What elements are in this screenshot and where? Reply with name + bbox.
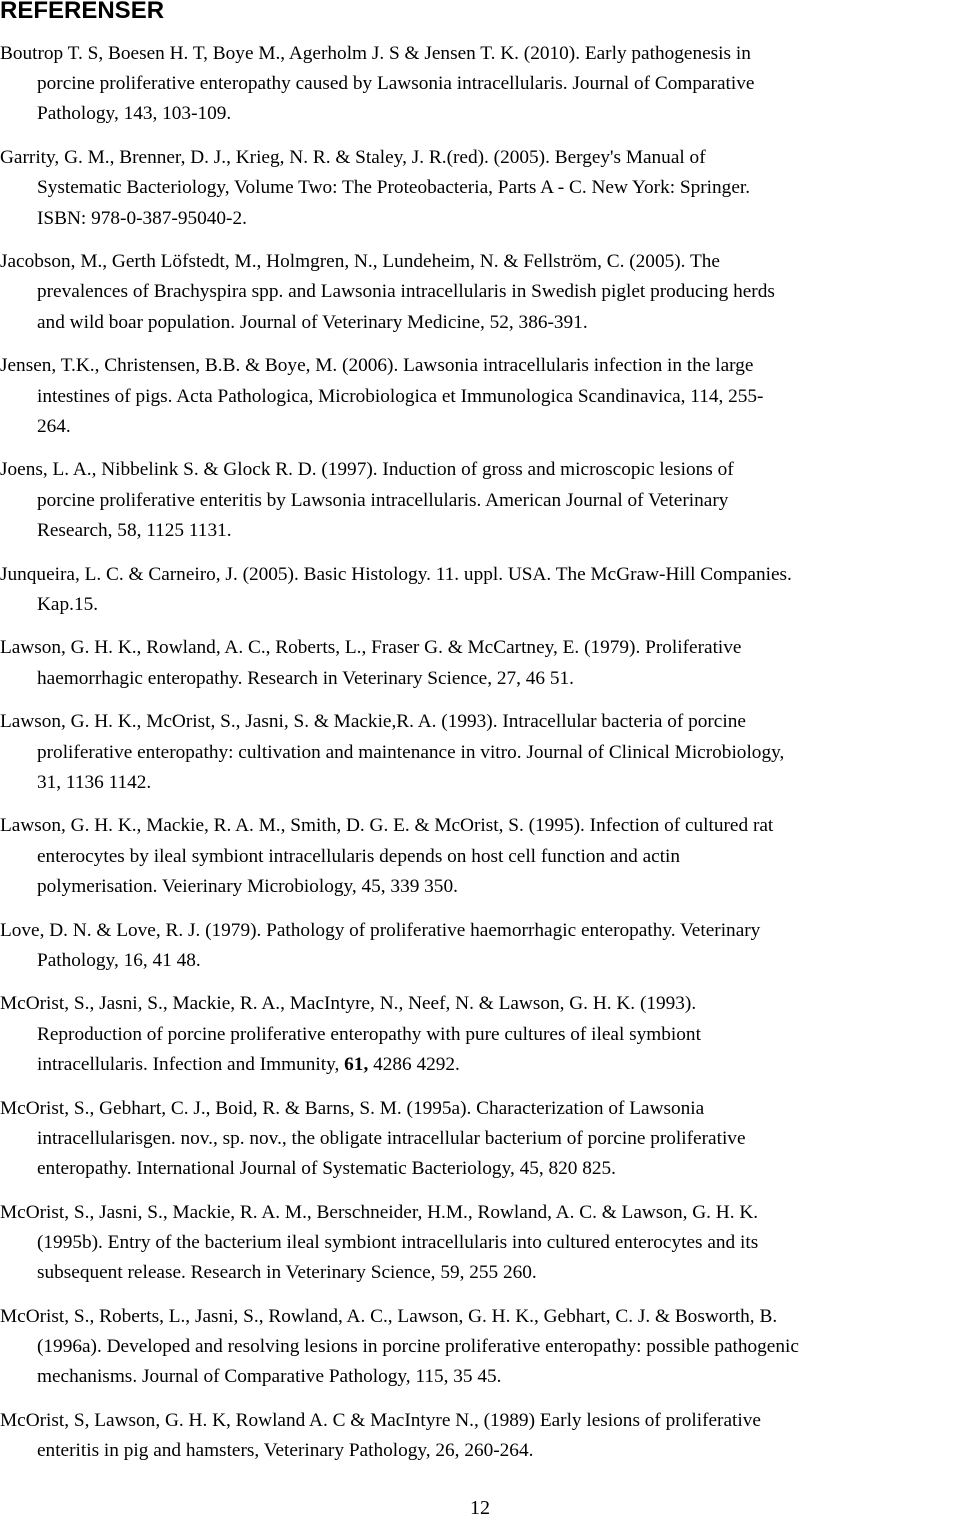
reference-entry: McOrist, S., Jasni, S., Mackie, R. A. M., Berschneider, H.M., Rowland, A. C. & Lawson, G. H. K. (1995b). Entry of the bacterium ileal symbiont intracellularis into cultured enterocytes and its subsequent release. Research in Veterinary Science, 59, 255 260. (0, 1201, 759, 1284)
reference-entry: Jensen, T.K., Christensen, B.B. & Boye, M. (2006). Lawsonia intracellularis infection in the large intestines of pigs. Acta Pathologica, Microbiologica et Immunologica Scandinavica, 114, 255- 264. (0, 355, 764, 437)
reference-entry: McOrist, S, Lawson, G. H. K, Rowland A. C & MacIntyre N., (1989) Early lesions of proliferative enteritis in pig and hamsters, Veterinary Pathology, 26, 260-264. (0, 1409, 761, 1462)
reference-entry: Boutrop T. S, Boesen H. T, Boye M., Agerholm J. S & Jensen T. K. (2010). Early pathogenesis in porcine proliferative enteropathy caused by Lawsonia intracellularis. Journal of Comparative Pathology, 143, 103-109. (0, 43, 755, 125)
page-heading: REFERENSER (0, 0, 165, 24)
reference-entry: Junqueira, L. C. & Carneiro, J. (2005). Basic Histology. 11. uppl. USA. The McGraw-Hill Companies. Kap.15. (0, 563, 792, 615)
reference-entry: McOrist, S., Gebhart, C. J., Boid, R. & Barns, S. M. (1995a). Characterization of Lawsonia intracellularisgen. nov., sp. nov., the obligate intracellular bacterium of porcine proliferative enteropathy. International Journal of Systematic Bacteriology, 45, 820 825. (0, 1097, 746, 1179)
page-number: 12 (470, 1497, 490, 1519)
reference-entry: McOrist, S., Roberts, L., Jasni, S., Rowland, A. C., Lawson, G. H. K., Gebhart, C. J. & Bosworth, B. (1996a). Developed and resolving lesions in porcine proliferative enteropathy: possible pathogenic mechanisms. Journal of Comparative Pathology, 115, 35 45. (0, 1305, 799, 1388)
reference-volume-bold: 61, (344, 1053, 369, 1075)
reference-text: 4286 4292. (368, 1053, 460, 1075)
reference-entry: Love, D. N. & Love, R. J. (1979). Pathology of proliferative haemorrhagic enteropathy. Veterinary Pathology, 16, 41 48. (0, 919, 761, 971)
reference-entry: Lawson, G. H. K., McOrist, S., Jasni, S. & Mackie,R. A. (1993). Intracellular bacteria of porcine proliferative enteropathy: cultivation and maintenance in vitro. Journal of Clinical Microbiology, 31, 1136 1142. (0, 711, 785, 793)
reference-entry: Lawson, G. H. K., Mackie, R. A. M., Smith, D. G. E. & McOrist, S. (1995). Infection of cultured rat enterocytes by ileal symbiont intracellularis depends on host cell function and actin polymerisation. Veierinary Microbiology, 45, 339 350. (0, 815, 774, 897)
reference-entry: Joens, L. A., Nibbelink S. & Glock R. D. (1997). Induction of gross and microscopic lesions of porcine proliferative enteritis by Lawsonia intracellularis. American Journal of Veterinary Research, 58, 1125 1131. (0, 459, 734, 541)
reference-list (0, 39, 960, 1480)
reference-entry: Garrity, G. M., Brenner, D. J., Krieg, N. R. & Staley, J. R.(red). (2005). Bergey's Manual of Systematic Bacteriology, Volume Two: The Proteobacteria, Parts A - C. New York: Springer. ISBN: 978-0-387-95040-2. (0, 147, 751, 229)
reference-text: McOrist, S., Jasni, S., Mackie, R. A., MacIntyre, N., Neef, N. & Lawson, G. H. K. (1993). Reproduction of porcine proliferative enteropathy with pure cultures of ileal symbiont intracellularis. Infection and Immunity, (0, 993, 701, 1075)
reference-entry: Lawson, G. H. K., Rowland, A. C., Roberts, L., Fraser G. & McCartney, E. (1979). Proliferative haemorrhagic enteropathy. Research in Veterinary Science, 27, 46 51. (0, 637, 742, 689)
reference-entry: Jacobson, M., Gerth Löfstedt, M., Holmgren, N., Lundeheim, N. & Fellström, C. (2005). The prevalences of Brachyspira spp. and Lawsonia intracellularis in Swedish piglet producing herds and wild boar population. Journal of Veterinary Medicine, 52, 386-391. (0, 251, 775, 333)
reference-entry (0, 989, 960, 1080)
